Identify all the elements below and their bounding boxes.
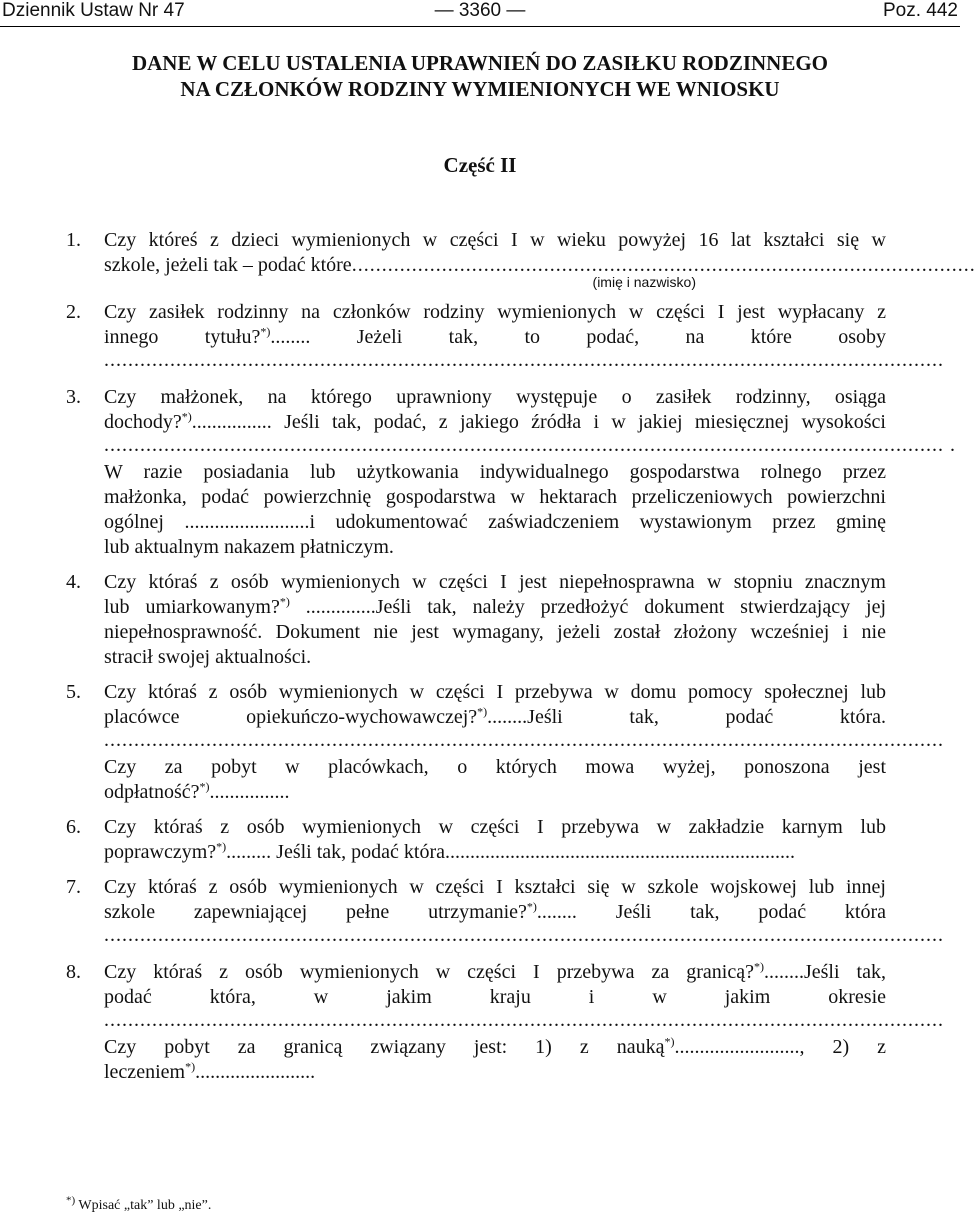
question-text: Czy zasiłek rodzinny na członków rodziny wymienionych w części I jest wypłacany z — [104, 301, 886, 323]
question-text: dochody? — [104, 411, 182, 433]
question-8 — [66, 959, 944, 1085]
answer-blank[interactable]: ................ — [209, 781, 290, 803]
paragraph-line: małżonka, podać powierzchnię gospodarstwa w hektarach przeliczeniowych powierzchni — [104, 486, 886, 508]
answer-blank[interactable]: ............................................................................................................................................ — [104, 1009, 944, 1031]
answer-blank[interactable]: ........................ — [195, 1061, 316, 1083]
question-text: ................ Jeśli tak, podać, z jakiego źródła i w jakiej miesięcznej wysokości — [191, 411, 886, 433]
question-text: Czy pobyt za granicą związany jest: 1) z nauką — [104, 1036, 665, 1058]
question-number: 8. — [66, 961, 81, 983]
footnote-marker: *) — [753, 959, 764, 974]
answer-blank[interactable]: ............................................................................................................................................ — [104, 729, 944, 751]
paragraph-line: Czy za pobyt w placówkach, o których mowa wyżej, ponoszona jest — [104, 756, 886, 778]
field-caption: (imię i nazwisko) — [592, 274, 696, 290]
question-number: 2. — [66, 301, 81, 323]
question-text: Czy któraś z osób wymienionych w części I przebywa za granicą? — [104, 961, 754, 983]
question-text: Czy któraś z osób wymienionych w części I przebywa w zakładzie karnym lub — [104, 816, 886, 838]
question-text: lub umiarkowanym? — [104, 596, 280, 618]
question-3 — [66, 385, 956, 560]
question-6 — [66, 815, 886, 865]
page-header — [0, 0, 960, 27]
footnote-marker: *) — [66, 1194, 76, 1207]
question-text: odpłatność? — [104, 781, 200, 803]
question-5 — [66, 680, 944, 805]
question-text-line — [104, 900, 886, 925]
question-2 — [66, 300, 944, 375]
question-text: szkole, jeżeli tak – podać które — [104, 254, 352, 276]
question-number: 1. — [66, 229, 81, 251]
question-text: Czy małżonek, na którego uprawniony występuje o zasiłek rodzinny, osiąga — [104, 386, 886, 408]
question-text: ......... Jeśli tak, podać która...................................................................... — [226, 841, 796, 863]
paragraph-line — [104, 1060, 886, 1085]
paragraph-line: W razie posiadania lub użytkowania indywidualnego gospodarstwa rolnego przez — [104, 461, 886, 483]
paragraph-line — [104, 780, 886, 805]
question-text: Czy któraś z osób wymienionych w części I jest niepełnosprawna w stopniu znacznym — [104, 571, 886, 593]
answer-blank[interactable]: ........................................................................................................ — [351, 254, 976, 276]
question-text-line — [104, 325, 886, 350]
questions — [66, 228, 976, 1095]
question-text: stracił swojej aktualności. — [104, 646, 312, 668]
question-text-line — [104, 595, 886, 620]
question-text: innego tytułu? — [104, 326, 261, 348]
question-text: niepełnosprawność. Dokument nie jest wymagany, jeżeli został złożony wcześniej i nie — [104, 621, 886, 643]
footnote-marker: *) — [526, 899, 537, 914]
footnote-marker: *) — [664, 1034, 675, 1049]
answer-blank[interactable]: ............................................................................................................................................ — [104, 924, 944, 946]
question-text: ........Jeśli tak, podać która. — [487, 706, 886, 728]
footnote-marker: *) — [185, 1059, 196, 1074]
answer-blank[interactable]: ............................................................................................................................................ — [104, 349, 944, 371]
question-text: ........ Jeśli tak, podać która — [536, 901, 886, 923]
footnote-text: Wpisać „tak” lub „nie”. — [75, 1198, 212, 1213]
question-text: Czy któraś z osób wymienionych w części I kształci się w szkole wojskowej lub innej — [104, 876, 886, 898]
question-text-line — [104, 253, 976, 278]
question-text-line — [104, 410, 886, 435]
paragraph-line: ogólnej .........................i udokumentować zaświadczeniem wystawionym przez gminę — [104, 511, 886, 533]
question-text: ........ Jeżeli tak, to podać, na które osoby — [270, 326, 886, 348]
question-text: leczeniem — [104, 1061, 186, 1083]
question-number: 6. — [66, 816, 81, 838]
footnote-marker: *) — [216, 839, 227, 854]
paragraph-line — [104, 1035, 886, 1060]
question-text-line — [104, 705, 886, 730]
footnote-marker: *) — [199, 779, 210, 794]
footnote-marker: *) — [279, 594, 290, 609]
page-number: — 3360 — — [434, 0, 526, 21]
question-7 — [66, 875, 944, 950]
footnote-marker: *) — [260, 324, 271, 339]
journal-name: Dziennik Ustaw Nr 47 — [2, 0, 185, 21]
answer-blank[interactable]: ........................., 2) z — [674, 1036, 886, 1058]
question-text: podać która, w jakim kraju i w jakim okresie — [104, 986, 886, 1008]
question-text: Czy któreś z dzieci wymienionych w części I w wieku powyżej 16 lat kształci się w — [104, 229, 886, 251]
question-number: 7. — [66, 876, 81, 898]
position-number: Poz. 442 — [883, 0, 958, 21]
footnote-marker: *) — [477, 704, 488, 719]
question-text: szkole zapewniającej pełne utrzymanie? — [104, 901, 527, 923]
question-number: 5. — [66, 681, 81, 703]
question-text-line — [104, 960, 886, 985]
question-number: 3. — [66, 386, 81, 408]
document-title — [0, 50, 960, 102]
question-text: ........Jeśli tak, — [763, 961, 886, 983]
title-line-2: NA CZŁONKÓW RODZINY WYMIENIONYCH WE WNIOSKU — [180, 77, 780, 101]
question-1 — [66, 228, 976, 290]
question-text: placówce opiekuńczo-wychowawczej? — [104, 706, 478, 728]
question-text: ..............Jeśli tak, należy przedłożyć dokument stwierdzający jej — [289, 596, 887, 618]
question-text: Czy któraś z osób wymienionych w części I przebywa w domu pomocy społecznej lub — [104, 681, 886, 703]
paragraph-line: lub aktualnym nakazem płatniczym. — [104, 536, 394, 558]
part-heading: Część II — [443, 153, 517, 177]
question-number: 4. — [66, 571, 81, 593]
footnote — [66, 1194, 212, 1214]
title-line-1: DANE W CELU USTALENIA UPRAWNIEŃ DO ZASIŁKU RODZINNEGO — [131, 51, 829, 75]
question-4 — [66, 570, 886, 670]
question-text-line — [104, 840, 886, 865]
question-text: poprawczym? — [104, 841, 217, 863]
answer-blank[interactable]: ............................................................................................................................................ . — [104, 434, 956, 456]
footnote-marker: *) — [181, 409, 192, 424]
